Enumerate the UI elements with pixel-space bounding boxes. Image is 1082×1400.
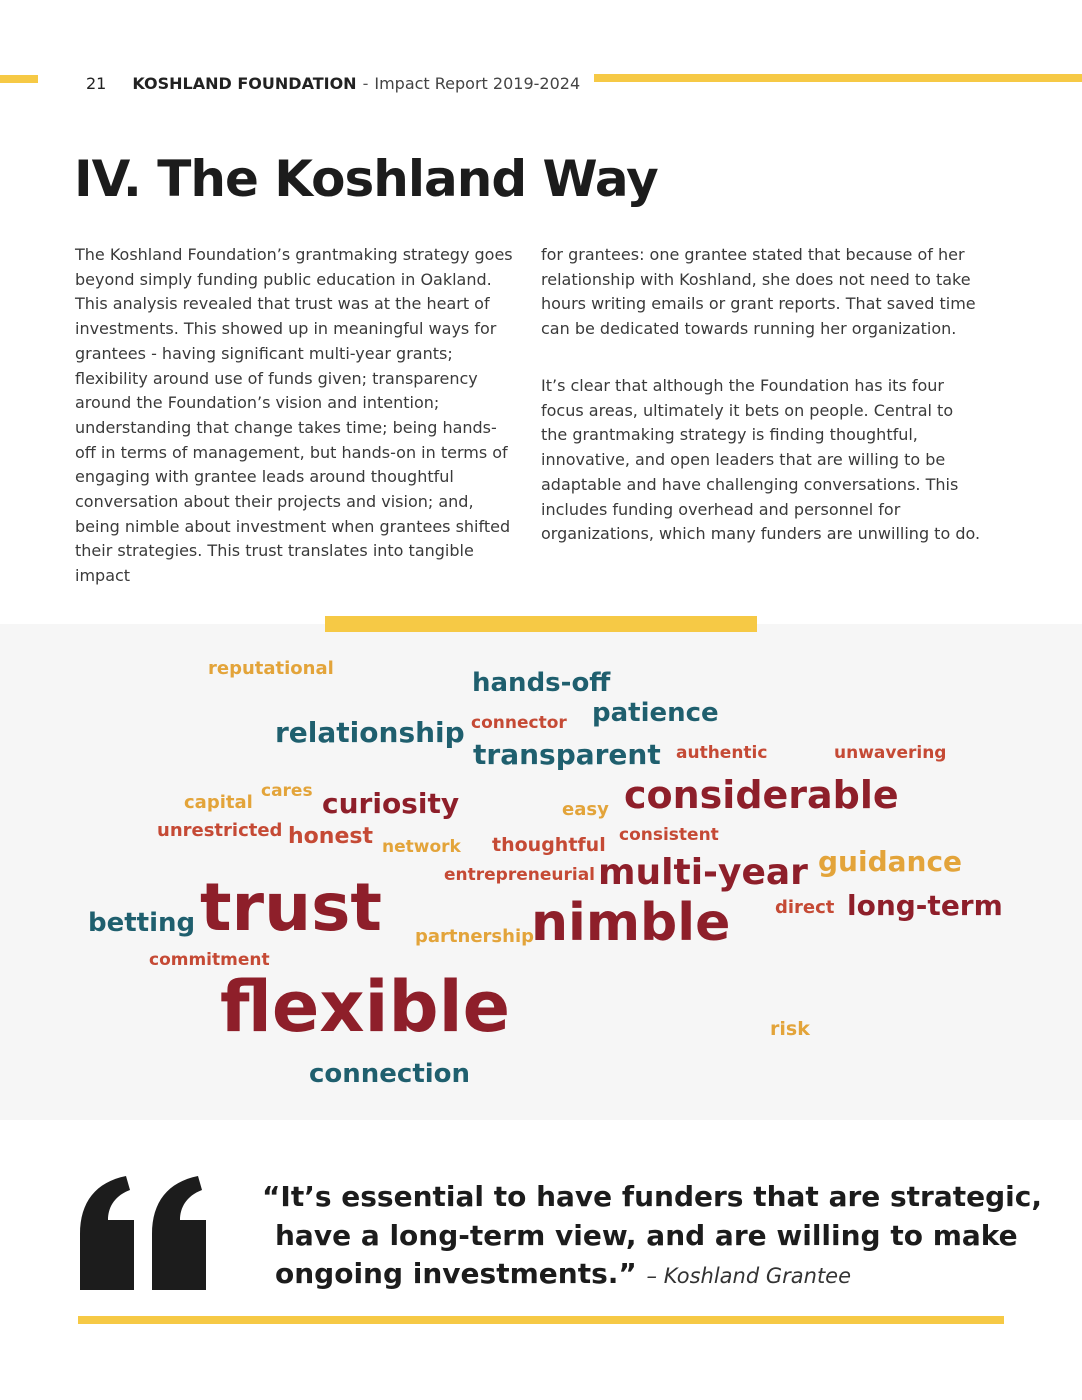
body-left-paragraph: The Koshland Foundation’s grantmaking strategy goes beyond simply funding public education in Oakland. This analysis revealed that trust was at the heart of investments. This showed up in meaningful ways for grantees - having significant multi-year grants; flexibility around use of funds given; transparency around the Foundation’s vision and intention; understanding that change takes time; being hands-off in terms of management, but hands-on in terms of engaging with grantee leads around thoughtful conversation about their projects and vision; and, being nimble about investment when grantees shifted their strategies. This trust translates into tangible impact [75, 245, 513, 586]
quote-line-2: have a long-term view, and are willing to make [275, 1218, 1018, 1252]
cloud-word-betting: betting [88, 908, 196, 938]
word-cloud [0, 624, 1082, 1120]
cloud-word-entrepreneurial: entrepreneurial [444, 865, 595, 885]
cloud-word-guidance: guidance [818, 845, 963, 878]
pull-quote [262, 1178, 1043, 1296]
quote-line-1: “It’s essential to have funders that are strategic, [262, 1180, 1043, 1213]
cloud-word-multi-year: multi-year [598, 852, 808, 893]
header-report: Impact Report 2019-2024 [374, 74, 581, 93]
cloud-word-connector: connector [471, 713, 567, 733]
cloud-word-risk: risk [770, 1018, 810, 1040]
cloud-word-unwavering: unwavering [834, 743, 947, 763]
cloud-word-consistent: consistent [619, 825, 719, 845]
quote-mark-icon [80, 1176, 208, 1290]
cloud-word-network: network [382, 837, 461, 857]
header-org: KOSHLAND FOUNDATION [132, 74, 357, 93]
cloud-word-hands-off: hands-off [472, 668, 611, 698]
cloud-word-connection: connection [309, 1059, 471, 1089]
page-title: IV. The Koshland Way [74, 150, 658, 208]
cloud-word-transparent: transparent [473, 738, 661, 771]
cloud-word-direct: direct [775, 897, 835, 918]
cloud-word-curiosity: curiosity [322, 787, 460, 820]
cloud-word-patience: patience [592, 698, 719, 728]
cloud-word-relationship: relationship [275, 716, 465, 749]
cloud-word-authentic: authentic [676, 743, 768, 763]
cloud-word-unrestricted: unrestricted [157, 820, 283, 841]
cloud-word-cares: cares [261, 781, 313, 801]
cloud-word-honest: honest [288, 824, 373, 849]
word-cloud-top-rule [325, 616, 757, 632]
cloud-word-commitment: commitment [149, 950, 270, 970]
cloud-word-nimble: nimble [531, 893, 731, 953]
cloud-word-long-term: long-term [847, 889, 1003, 922]
header-rule-right [594, 74, 1082, 82]
body-right-paragraph-2: It’s clear that although the Foundation has its four focus areas, ultimately it bets on people. Central to the grantmaking strategy is finding thoughtful, innovative, and open leaders that are willing to be adaptable and have challenging conversations. This includes funding overhead and personnel for organizations, which many funders are unwilling to do. [541, 376, 981, 544]
footer-rule [78, 1316, 1004, 1324]
quote-line-3-wrap [262, 1255, 1002, 1296]
cloud-word-easy: easy [562, 799, 609, 820]
cloud-word-capital: capital [184, 792, 253, 813]
body-right-paragraph-1: for grantees: one grantee stated that because of her relationship with Koshland, she does not need to take hours writing emails or grant reports. That saved time can be dedicated towards running her organization. [541, 245, 976, 339]
header-rule-left [0, 75, 38, 83]
cloud-word-partnership: partnership [415, 926, 534, 947]
cloud-word-thoughtful: thoughtful [492, 834, 606, 856]
cloud-word-considerable: considerable [624, 773, 899, 817]
running-header [86, 74, 580, 93]
cloud-word-reputational: reputational [208, 658, 334, 679]
quote-line-3: ongoing investments.” [275, 1257, 637, 1290]
cloud-word-flexible: flexible [220, 966, 511, 1048]
page-number: 21 [86, 74, 107, 93]
quote-attribution: – Koshland Grantee [646, 1264, 852, 1288]
cloud-word-trust: trust [200, 869, 382, 946]
header-separator: - [362, 74, 369, 93]
